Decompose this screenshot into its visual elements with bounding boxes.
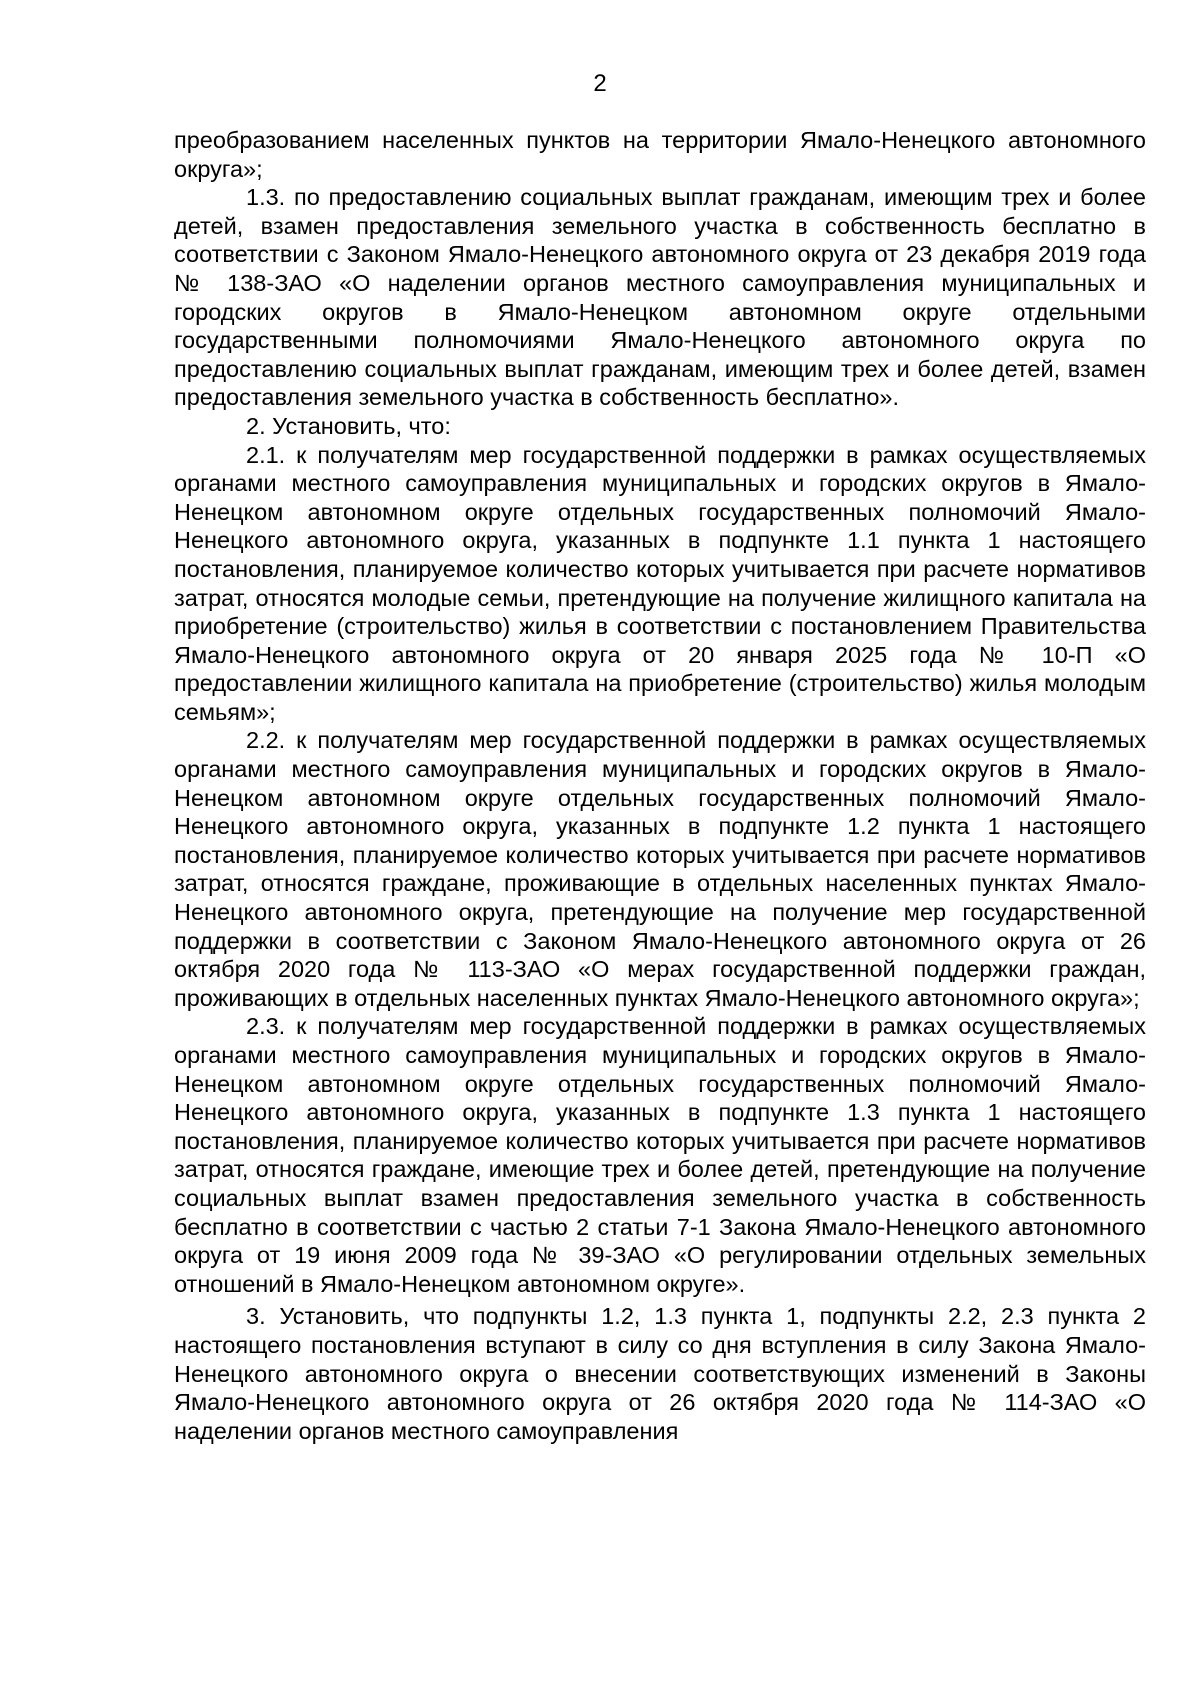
paragraph-item-2-1: 2.1. к получателям мер государственной поддержки в рамках осуществляемых органами местного самоуправления муниципальных и городских округов в Ямало-Ненецком автономном округе отдельных государственных полномочий Ямало-Ненецкого автономного округа, указанных в подпункте 1.1 пункта 1 настоящего постановления, планируемое количество которых учитывается при расчете нормативов затрат, относятся молодые семьи, претендующие на получение жилищного капитала на приобретение (строительство) жилья в соответствии с постановлением Правительства Ямало-Ненецкого автономного округа от 20 января 2025 года № 10-П «О предоставлении жилищного капитала на приобретение (строительство) жилья молодым семьям»; xyxy=(174,441,1146,725)
paragraph-item-2: 2. Установить, что: xyxy=(246,412,451,439)
page-number: 2 xyxy=(593,70,607,97)
document-body xyxy=(174,126,1146,1445)
paragraph-item-2-2: 2.2. к получателям мер государственной поддержки в рамках осуществляемых органами местного самоуправления муниципальных и городских округов в Ямало-Ненецком автономном округе отдельных государственных полномочий Ямало-Ненецкого автономного округа, указанных в подпункте 1.2 пункта 1 настоящего постановления, планируемое количество которых учитывается при расчете нормативов затрат, относятся граждане, проживающие в отдельных населенных пунктах Ямало-Ненецкого автономного округа, претендующие на получение мер государственной поддержки в соответствии с Законом Ямало-Ненецкого автономного округа от 26 октября 2020 года № 113-ЗАО «О мерах государственной поддержки граждан, проживающих в отдельных населенных пунктах Ямало-Ненецкого автономного округа»; xyxy=(174,727,1146,1011)
paragraph-continuation: преобразованием населенных пунктов на территории Ямало-Ненецкого автономного округа»; xyxy=(174,127,1146,182)
paragraph-item-2-3: 2.3. к получателям мер государственной поддержки в рамках осуществляемых органами местного самоуправления муниципальных и городских округов в Ямало-Ненецком автономном округе отдельных государственных полномочий Ямало-Ненецкого автономного округа, указанных в подпункте 1.3 пункта 1 настоящего постановления, планируемое количество которых учитывается при расчете нормативов затрат, относятся граждане, имеющие трех и более детей, претендующие на получение социальных выплат взамен предоставления земельного участка в собственность бесплатно в соответствии с частью 2 статьи 7-1 Закона Ямало-Ненецкого автономного округа от 19 июня 2009 года № 39-ЗАО «О регулировании отдельных земельных отношений в Ямало-Ненецком автономном округе». xyxy=(174,1013,1146,1297)
paragraph-item-3: 3. Установить, что подпункты 1.2, 1.3 пункта 1, подпункты 2.2, 2.3 пункта 2 настоящего постановления вступают в силу со дня вступления в силу Закона Ямало-Ненецкого автономного округа о внесении соответствующих изменений в Законы Ямало-Ненецкого автономного округа от 26 октября 2020 года № 114-ЗАО «О наделении органов местного самоуправления xyxy=(174,1303,1146,1444)
paragraph-item-1-3: 1.3. по предоставлению социальных выплат гражданам, имеющим трех и более детей, взамен предоставления земельного участка в собственность бесплатно в соответствии с Законом Ямало-Ненецкого автономного округа от 23 декабря 2019 года № 138-ЗАО «О наделении органов местного самоуправления муниципальных и городских округов в Ямало-Ненецком автономном округе отдельными государственными полномочиями Ямало-Ненецкого автономного округа по предоставлению социальных выплат гражданам, имеющим трех и более детей, взамен предоставления земельного участка в собственность бесплатно». xyxy=(174,184,1146,411)
